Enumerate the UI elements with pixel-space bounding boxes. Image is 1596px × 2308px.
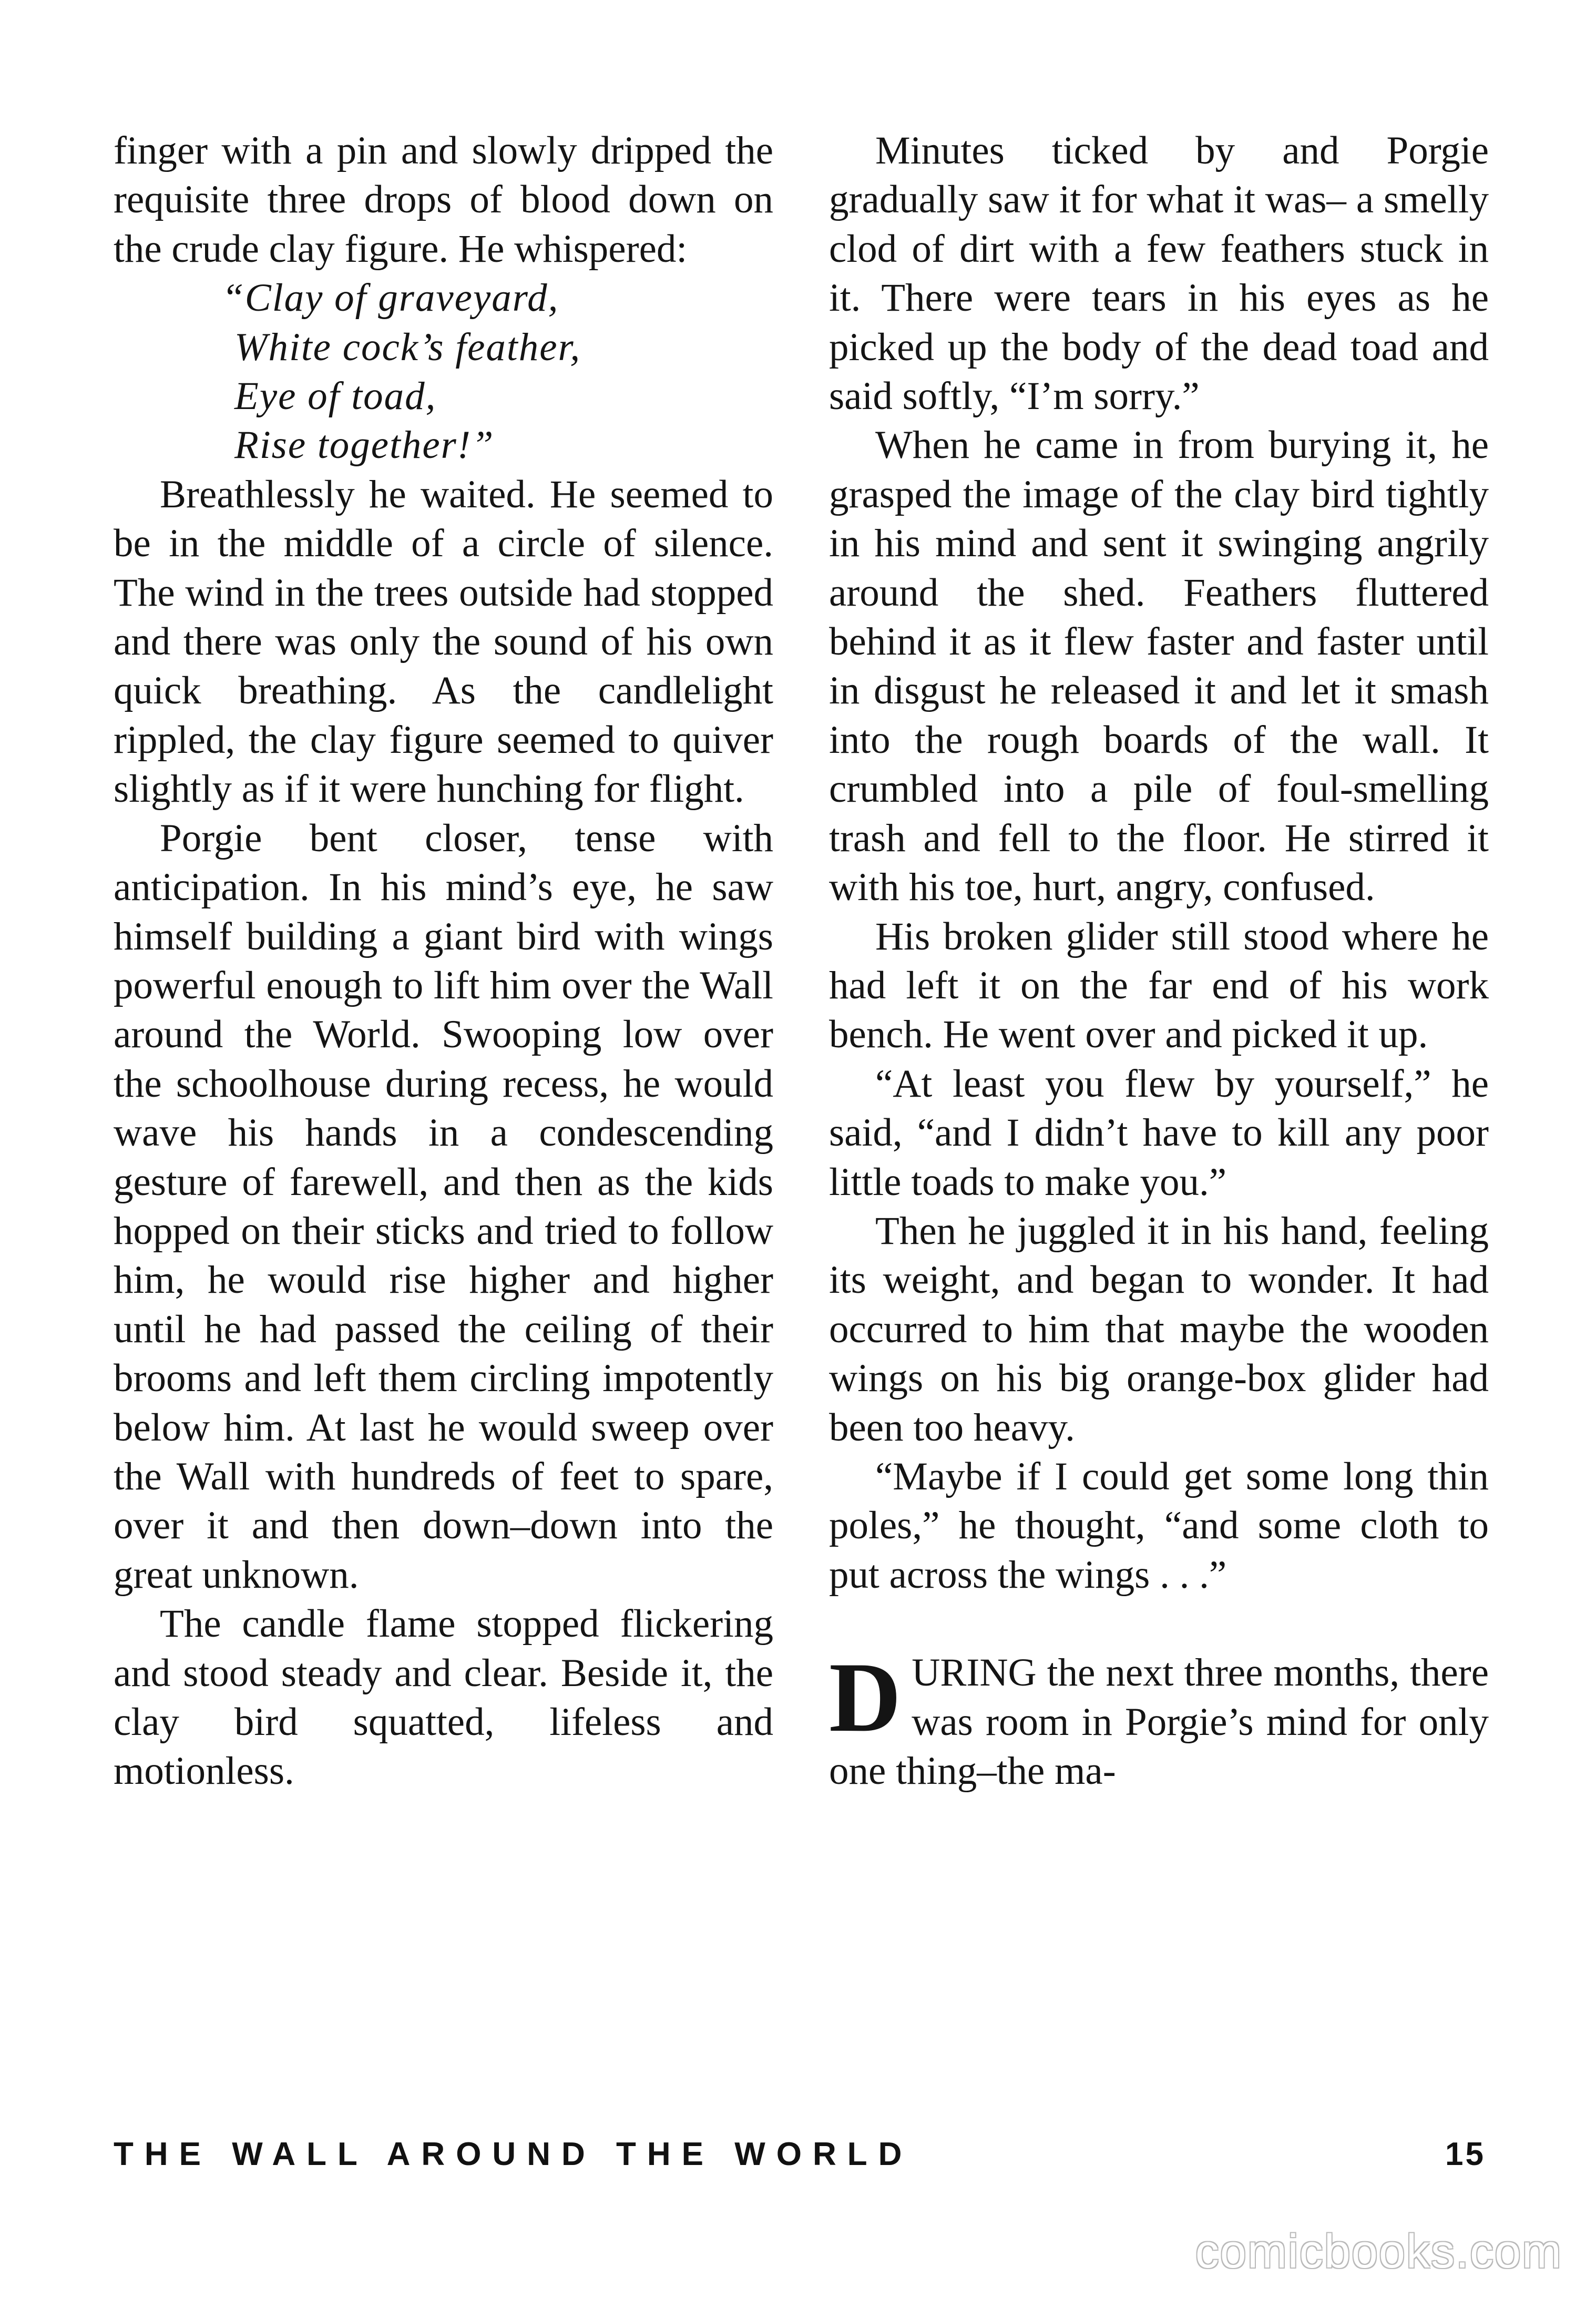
right-column xyxy=(829,126,1489,1795)
paragraph: Minutes ticked by and Porgie gradually saw it for what it was– a smelly clod of dirt with a few feathers stuck in it. There were tears in his eyes as he picked up the body of the dead toad and said softly, “I’m sorry.” xyxy=(829,129,1489,418)
paragraph: Porgie bent closer, tense with anticipation. In his mind’s eye, he saw himself building a giant bird with wings powerful enough to lift him over the Wall around the World. Swooping low over the schoolhouse during recess, he would wave his hands in a condescending gesture of farewell, and then as the kids hopped on their sticks and tried to follow him, he would rise higher and higher until he had passed the ceiling of their brooms and left them circling impotently below him. At last he would sweep over the Wall with hundreds of feet to spare, over it and then down–down into the great unknown. xyxy=(114,816,773,1597)
paragraph-text: the next three months, there was room in Porgie’s mind for only one thing–the ma- xyxy=(829,1651,1489,1793)
incantation-verse xyxy=(114,273,773,470)
paragraph: “At least you flew by yourself,” he said, “and I didn’t have to kill any poor little toads to make you.” xyxy=(829,1061,1489,1204)
paragraph: The candle flame stopped flickering and stood steady and clear. Beside it, the clay bird squatted, lifeless and motionless. xyxy=(114,1602,773,1793)
drop-cap: D xyxy=(829,1642,902,1753)
paragraph: When he came in from burying it, he grasped the image of the clay bird tightly in his mind and sent it swinging angrily around the shed. Feathers fluttered behind it as it flew faster and faster until in disgust he released it and let it smash into the rough boards of the wall. It crumbled into a pile of foul-smelling trash and fell to the floor. He stirred it with his toe, hurt, angry, confused. xyxy=(829,423,1489,910)
paragraph: Breathlessly he waited. He seemed to be in the middle of a circle of silence. The wind in the trees outside had stopped and there was only the sound of his own quick breathing. As the candlelight rippled, the clay figure seemed to quiver slightly as if it were hunching for flight. xyxy=(114,472,773,811)
section-opening-paragraph xyxy=(829,1642,1489,1795)
left-column xyxy=(114,126,773,1796)
book-title: THE WALL AROUND THE WORLD xyxy=(114,2136,913,2172)
paragraph: “Maybe if I could get some long thin poles,” he thought, “and some cloth to put across the wings . . .” xyxy=(829,1454,1489,1597)
verse-line: “Clay of graveyard, xyxy=(222,276,559,320)
verse-line: White cock’s feather, xyxy=(234,325,581,369)
paragraph: His broken glider still stood where he had left it on the far end of his work bench. He went over and picked it up. xyxy=(829,914,1489,1057)
site-watermark: comicbooks.com xyxy=(1195,2225,1562,2278)
lead-in-caps: URING xyxy=(912,1651,1037,1695)
verse-line: Rise together!” xyxy=(234,423,495,467)
paragraph: Then he juggled it in his hand, feeling its weight, and began to wonder. It had occurred to him that maybe the wooden wings on his big orange-box glider had been too heavy. xyxy=(829,1209,1489,1449)
section-break xyxy=(829,1599,1489,1648)
verse-line: Eye of toad, xyxy=(234,374,437,418)
paragraph: finger with a pin and slowly dripped the requisite three drops of blood down on the crude clay figure. He whispered: xyxy=(114,129,773,271)
page-number: 15 xyxy=(1445,2136,1486,2172)
running-footer xyxy=(114,2136,1486,2183)
